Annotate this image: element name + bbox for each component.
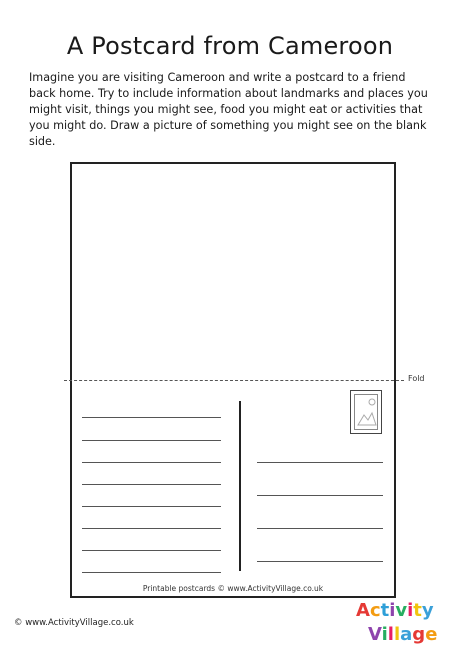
address-line (257, 528, 383, 529)
message-line (82, 417, 221, 418)
activity-village-logo (352, 596, 452, 646)
logo-letter: i (407, 600, 414, 621)
address-line (257, 561, 383, 562)
message-line (82, 440, 221, 441)
logo-letter: i (389, 600, 396, 621)
message-line (82, 572, 221, 573)
logo-letter: l (393, 624, 401, 645)
logo-word-village (368, 624, 437, 645)
postcard-divider (239, 401, 241, 571)
logo-letter: t (380, 600, 390, 621)
fold-line (64, 380, 404, 381)
message-line (82, 528, 221, 529)
card-footer-credit: Printable postcards © www.ActivityVillage.co.uk (142, 584, 324, 593)
logo-letter: y (421, 600, 434, 621)
logo-letter: A (356, 600, 370, 621)
message-line (82, 550, 221, 551)
logo-letter: a (400, 624, 413, 645)
logo-letter: l (387, 624, 394, 645)
message-line (82, 506, 221, 507)
fold-label: Fold (408, 374, 425, 383)
logo-word-activity (356, 600, 434, 621)
logo-letter: V (368, 624, 382, 645)
stamp-icon (354, 394, 378, 430)
logo-letter: v (395, 600, 408, 621)
logo-letter: t (413, 600, 422, 621)
address-line (257, 462, 383, 463)
logo-letter: c (369, 600, 381, 621)
logo-letter: i (381, 624, 388, 645)
logo-letter: g (412, 624, 426, 645)
page-title: A Postcard from Cameroon (66, 32, 394, 60)
logo-letter: e (425, 624, 438, 645)
copyright-text: © www.ActivityVillage.co.uk (14, 618, 134, 628)
message-line (82, 462, 221, 463)
address-line (257, 495, 383, 496)
stamp-box (350, 390, 382, 434)
instructions-text: Imagine you are visiting Cameroon and write a postcard to a friend back home. Try to include information about landmarks and places you might visit, things you might see, food you might eat or activities that you might do. Draw a picture of something you might see on the blank side. (29, 71, 428, 148)
message-line (82, 484, 221, 485)
